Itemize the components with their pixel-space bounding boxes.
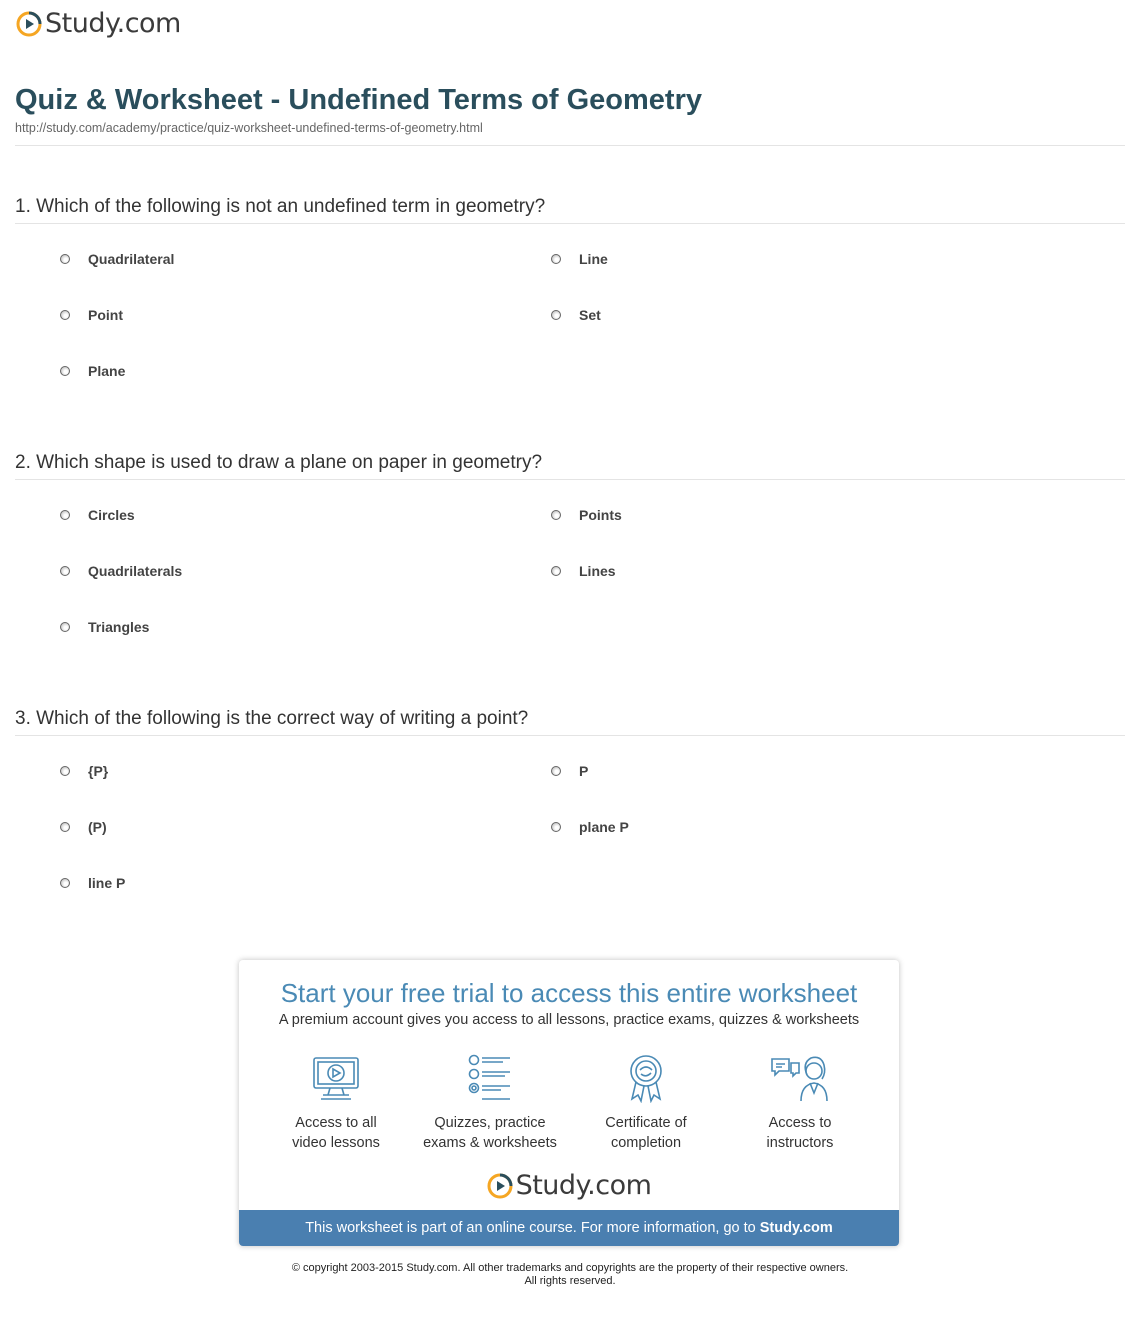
option-label: Set [579, 307, 601, 323]
play-logo-icon [487, 1173, 513, 1199]
option-label: line P [88, 875, 126, 891]
page-title: Quiz & Worksheet - Undefined Terms of Geometry [15, 84, 702, 116]
option-label: Line [579, 251, 608, 267]
feature-label-line2: exams & worksheets [423, 1135, 557, 1151]
option-label: P [579, 763, 589, 779]
feature-label-line1: Quizzes, practice [434, 1115, 546, 1131]
radio-button[interactable] [551, 766, 561, 776]
divider [15, 735, 1125, 736]
q3-option-p[interactable] [551, 763, 588, 779]
q2-option-triangles[interactable] [60, 619, 149, 635]
feature-label-line1: Certificate of [605, 1115, 687, 1131]
radio-button[interactable] [551, 566, 561, 576]
feature-instructors [725, 1053, 875, 1153]
feature-label-line2: video lessons [292, 1135, 380, 1151]
option-label: Lines [579, 563, 616, 579]
feature-video-lessons [261, 1053, 411, 1153]
q3-option-plane-p[interactable] [551, 819, 629, 835]
radio-button[interactable] [60, 878, 70, 888]
logo-text: Study.com [45, 8, 181, 39]
promo-bar-text: This worksheet is part of an online course. For more information, go to [305, 1220, 756, 1236]
checklist-icon [465, 1053, 515, 1103]
option-label: {P} [88, 763, 109, 779]
q1-option-set[interactable] [551, 307, 601, 323]
promo-subtitle: A premium account gives you access to all lessons, practice exams, quizzes & worksheets [278, 1012, 860, 1028]
question-1: 1. Which of the following is not an undefined term in geometry? [15, 196, 546, 217]
radio-button[interactable] [60, 822, 70, 832]
q2-option-points[interactable] [551, 507, 622, 523]
radio-button[interactable] [60, 766, 70, 776]
radio-button[interactable] [60, 254, 70, 264]
divider [15, 145, 1125, 146]
feature-label-line2: instructors [766, 1135, 834, 1151]
copyright-footer [0, 1262, 1140, 1288]
free-trial-promo [239, 960, 899, 1246]
option-label: Quadrilaterals [88, 563, 183, 579]
option-label: (P) [88, 819, 107, 835]
q3-option-parentheses[interactable] [60, 819, 107, 835]
logo-text: Study.com [515, 1170, 652, 1201]
study-com-link[interactable]: Study.com [759, 1220, 833, 1236]
q1-option-quadrilateral[interactable] [60, 251, 174, 267]
certificate-ribbon-icon [621, 1053, 671, 1103]
feature-label-line2: completion [610, 1135, 682, 1151]
promo-logo[interactable] [239, 1172, 899, 1200]
option-label: Circles [88, 507, 135, 523]
q1-option-line[interactable] [551, 251, 608, 267]
feature-quizzes [415, 1053, 565, 1153]
radio-button[interactable] [551, 822, 561, 832]
feature-label-line1: Access to [768, 1115, 832, 1131]
divider [15, 479, 1125, 480]
site-logo[interactable] [16, 10, 181, 38]
option-label: Points [579, 507, 622, 523]
q3-option-set-notation[interactable] [60, 763, 108, 779]
divider [15, 223, 1125, 224]
q1-option-point[interactable] [60, 307, 123, 323]
radio-button[interactable] [60, 510, 70, 520]
option-label: plane P [579, 819, 629, 835]
page-url: http://study.com/academy/practice/quiz-worksheet-undefined-terms-of-geometry.html [15, 121, 483, 135]
radio-button[interactable] [551, 310, 561, 320]
option-label: Quadrilateral [88, 251, 175, 267]
instructor-icon [769, 1053, 831, 1103]
question-3: 3. Which of the following is the correct way of writing a point? [15, 708, 529, 729]
rights-line: All rights reserved. [524, 1275, 616, 1287]
option-label: Point [88, 307, 123, 323]
radio-button[interactable] [551, 254, 561, 264]
q2-option-quadrilaterals[interactable] [60, 563, 182, 579]
promo-info-bar [239, 1210, 899, 1246]
radio-button[interactable] [60, 310, 70, 320]
promo-title[interactable]: Start your free trial to access this entire worksheet [280, 978, 858, 1008]
q3-option-line-p[interactable] [60, 875, 125, 891]
feature-certificate [571, 1053, 721, 1153]
q2-option-circles[interactable] [60, 507, 135, 523]
radio-button[interactable] [60, 622, 70, 632]
q1-option-plane[interactable] [60, 363, 125, 379]
option-label: Plane [88, 363, 126, 379]
feature-label-line1: Access to all [295, 1115, 377, 1131]
radio-button[interactable] [60, 366, 70, 376]
radio-button[interactable] [551, 510, 561, 520]
radio-button[interactable] [60, 566, 70, 576]
question-2: 2. Which shape is used to draw a plane on paper in geometry? [15, 452, 543, 473]
video-monitor-icon [311, 1053, 361, 1103]
q2-option-lines[interactable] [551, 563, 616, 579]
play-logo-icon [16, 11, 42, 37]
copyright-line: © copyright 2003-2015 Study.com. All other trademarks and copyrights are the property of their respective owners. [291, 1262, 849, 1274]
option-label: Triangles [88, 619, 150, 635]
